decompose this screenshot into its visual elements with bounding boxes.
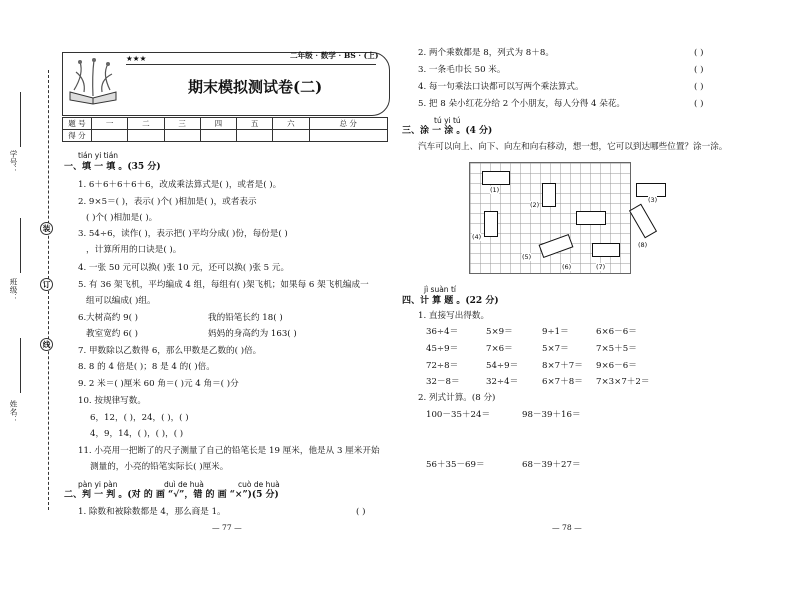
- car-label-4: (4): [472, 233, 482, 241]
- right-page-number: — 78 —: [552, 523, 582, 532]
- book-illustration-icon: [64, 56, 122, 106]
- car-2[interactable]: [542, 183, 556, 207]
- class-line: [20, 218, 21, 273]
- q7: 7. 甲数除以乙数得 6，那么甲数是乙数的( )倍。: [78, 346, 262, 356]
- q6-item-a: 大树高约 9( ): [86, 313, 139, 323]
- q10-seq-a: 6，12，( )，24，( )，( ): [90, 413, 189, 423]
- calc-cell[interactable]: 32÷4＝: [486, 377, 519, 387]
- score-header-cell: 五: [237, 118, 273, 130]
- seal-char-1: 装: [40, 222, 53, 235]
- car-label-1: (1): [490, 186, 500, 194]
- class-label: 班级：: [9, 278, 18, 301]
- calc-cell[interactable]: 7×3×7＋2＝: [596, 377, 650, 387]
- score-header-cell: 六: [273, 118, 309, 130]
- car-label-6: (6): [562, 263, 572, 271]
- score-cell[interactable]: [128, 130, 164, 142]
- q1: 1. 6＋6＋6＋6＋6，改成乘法算式是( )，或者是( )。: [78, 180, 282, 190]
- score-cell[interactable]: [200, 130, 236, 142]
- score-cell[interactable]: [237, 130, 273, 142]
- calc-cell[interactable]: 7×5＋5＝: [596, 344, 637, 354]
- judge-answer-2[interactable]: ( ): [694, 48, 704, 58]
- q2-line2: ( )个( )相加是( )。: [86, 213, 158, 223]
- judge-item-2: 2. 两个乘数都是 8，列式为 8＋8。: [418, 48, 554, 58]
- calc-cell[interactable]: 9×6－6＝: [596, 361, 637, 371]
- section1-heading: 一、填 一 填 。(35 分): [64, 162, 161, 172]
- calc-cell[interactable]: 7×6＝: [486, 344, 513, 354]
- judge-item-1: 1. 除数和被除数都是 4，那么商是 1。: [78, 507, 226, 517]
- section4-sub1: 1. 直接写出得数。: [418, 311, 490, 321]
- car-8[interactable]: [629, 204, 657, 239]
- judge-answer-3[interactable]: ( ): [694, 65, 704, 75]
- car-label-5: (5): [522, 253, 532, 261]
- calc-cell[interactable]: 5×7＝: [542, 344, 569, 354]
- car-label-8: (8): [638, 241, 648, 249]
- seal-char-3: 线: [40, 338, 53, 351]
- car-5[interactable]: [576, 211, 606, 225]
- score-header-cell: 四: [200, 118, 236, 130]
- q11-line1: 11. 小亮用一把断了的尺子测量了自己的铅笔长是 19 厘米，他是从 3 厘米开始: [78, 446, 380, 456]
- page-title: 期末模拟测试卷(二): [188, 78, 323, 96]
- q2-line1: 2. 9×5＝( )，表示( )个( )相加是( )，或者表示: [78, 197, 257, 207]
- score-header-cell: 题 号: [63, 118, 92, 130]
- judge-answer-4[interactable]: ( ): [694, 82, 704, 92]
- car-label-7: (7): [596, 263, 606, 271]
- calc-cell[interactable]: 5×9＝: [486, 327, 513, 337]
- q8: 8. 8 的 4 倍是( )；8 是 4 的( )倍。: [78, 362, 215, 372]
- q5-line2: 组可以编成( )组。: [86, 296, 156, 306]
- calc-cell[interactable]: 32－8＝: [426, 377, 460, 387]
- seal-char-2: 订: [40, 278, 53, 291]
- q9: 9. 2 米＝( )厘米 60 角＝( )元 4 角＝( )分: [78, 379, 239, 389]
- score-header-cell: 三: [164, 118, 200, 130]
- judge-item-3: 3. 一条毛巾长 50 米。: [418, 65, 506, 75]
- score-cell[interactable]: [273, 130, 309, 142]
- section4-pinyin: jì suàn tí: [424, 285, 456, 294]
- section3-instruction: 汽车可以向上、向下、向左和向右移动，想一想，它可以到达哪些位置？涂一涂。: [418, 142, 728, 152]
- calc-cell[interactable]: 45÷9＝: [426, 344, 459, 354]
- section1-pinyin: tián yi tián: [78, 151, 119, 160]
- section2-pinyin-1: pàn yi pàn: [78, 480, 118, 489]
- score-row-label: 得 分: [63, 130, 92, 142]
- column-calc-4[interactable]: 68－39＋27＝: [522, 460, 581, 470]
- score-header-cell: 总 分: [309, 118, 388, 130]
- student-id-line: [20, 92, 21, 147]
- calc-cell[interactable]: 36÷4＝: [426, 327, 459, 337]
- column-calc-1[interactable]: 100－35＋24＝: [426, 410, 491, 420]
- car-label-3-outer: (3): [648, 196, 658, 204]
- section2-pinyin-3: cuò de huà: [238, 480, 280, 489]
- left-page-number: — 77 —: [212, 523, 242, 532]
- section4-sub2: 2. 列式计算。(8 分): [418, 393, 496, 403]
- calc-cell[interactable]: 6×6－6＝: [596, 327, 637, 337]
- name-line: [20, 338, 21, 393]
- q6-item-c: 教室宽约 6( ): [86, 329, 139, 339]
- judge-answer-5[interactable]: ( ): [694, 99, 704, 109]
- car-3[interactable]: [636, 183, 666, 197]
- score-cell[interactable]: [92, 130, 128, 142]
- coloring-grid[interactable]: [469, 162, 648, 274]
- judge-item-4: 4. 每一句乘法口诀都可以写两个乘法算式。: [418, 82, 584, 92]
- q6-item-b: 我的铅笔长约 18( ): [208, 313, 283, 323]
- q10-seq-b: 4，9，14，( )，( )，( ): [90, 429, 184, 439]
- car-label-2: (2): [530, 201, 540, 209]
- q6-item-d: 妈妈的身高约为 163( ): [208, 329, 297, 339]
- q3-line2: ，计算所用的口诀是( )。: [86, 245, 182, 255]
- header-grade-subject: 二年级 · 数学 · BS · (上): [290, 51, 379, 60]
- judge-answer-1[interactable]: ( ): [356, 507, 366, 517]
- q3-line1: 3. 54÷6，读作( )，表示把( )平均分成( )份，每份是( ): [78, 229, 288, 239]
- car-6[interactable]: [539, 234, 574, 258]
- q11-line2: 测量的，小亮的铅笔实际长( )厘米。: [90, 462, 229, 472]
- name-label: 姓名：: [9, 400, 18, 423]
- car-7[interactable]: [592, 243, 620, 257]
- calc-cell[interactable]: 72÷8＝: [426, 361, 459, 371]
- header-stars: ★★★: [126, 54, 147, 63]
- calc-cell[interactable]: 9÷1＝: [542, 327, 569, 337]
- score-header-cell: 一: [92, 118, 128, 130]
- judge-item-5: 5. 把 8 朵小红花分给 2 个小朋友，每人分得 4 朵花。: [418, 99, 626, 109]
- section3-heading: 三、涂 一 涂 。(4 分): [402, 126, 493, 136]
- calc-cell[interactable]: 6×7＋8＝: [542, 377, 583, 387]
- section3-pinyin: tú yi tú: [434, 116, 461, 125]
- student-id-label: 学号：: [9, 150, 18, 173]
- score-cell[interactable]: [309, 130, 388, 142]
- section2-pinyin-2: duì de huà: [164, 480, 204, 489]
- section2-heading: 二、判 一 判 。(对 的 画 “√”，错 的 画 “×”)(5 分): [64, 490, 279, 500]
- car-4[interactable]: [484, 211, 498, 237]
- column-calc-2[interactable]: 98－39＋16＝: [522, 410, 581, 420]
- score-table: [62, 117, 388, 142]
- calc-cell[interactable]: 8×7＋7＝: [542, 361, 583, 371]
- section4-heading: 四、计 算 题 。(22 分): [402, 296, 499, 306]
- calc-cell[interactable]: 54÷9＝: [486, 361, 519, 371]
- score-header-cell: 二: [128, 118, 164, 130]
- q6-number: 6.: [78, 313, 87, 323]
- q5-line1: 5. 有 36 架飞机，平均编成 4 组，每组有( )架飞机；如果每 6 架飞机编成一: [78, 280, 369, 290]
- column-calc-3[interactable]: 56＋35－69＝: [426, 460, 485, 470]
- q10: 10. 按规律写数。: [78, 396, 146, 406]
- q4: 4. 一张 50 元可以换( )张 10 元，还可以换( )张 5 元。: [78, 263, 290, 273]
- header-divider: [126, 64, 376, 65]
- car-1[interactable]: [482, 171, 510, 185]
- score-cell[interactable]: [164, 130, 200, 142]
